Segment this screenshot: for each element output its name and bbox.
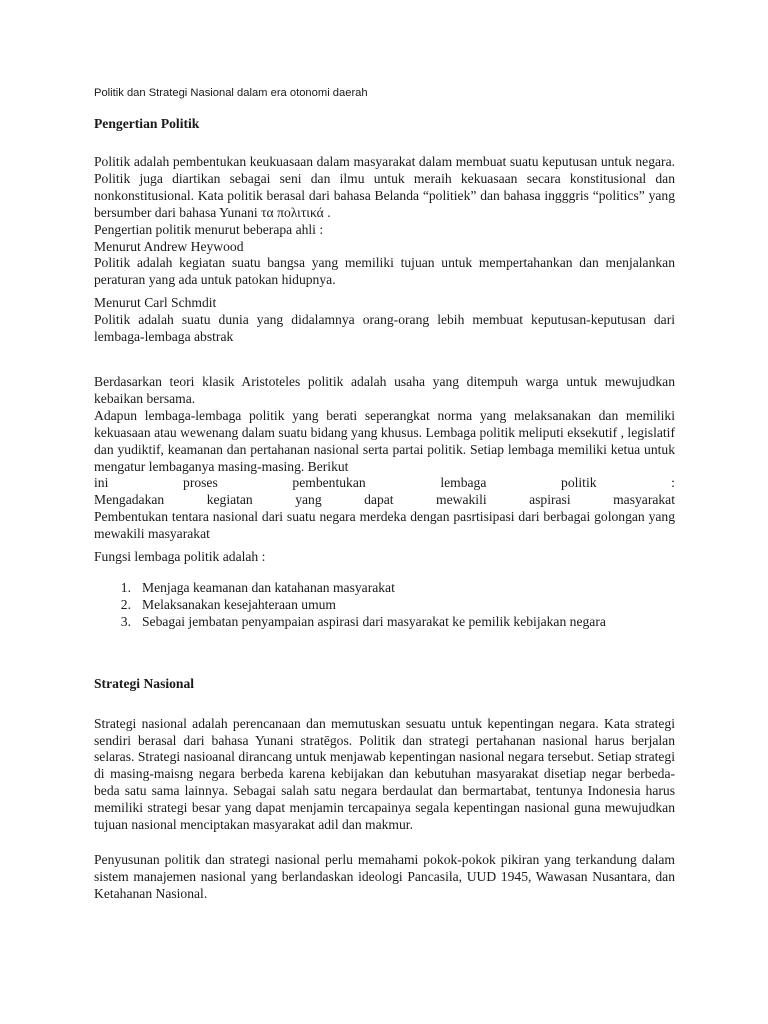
list-item: 1. Menjaga keamanan dan katahanan masyarakat [120,579,395,595]
list-item: 3. Sebagai jembatan penyampaian aspirasi dari masyarakat ke pemilik kebijakan negara [120,613,606,629]
paragraph-strategi-definition: Strategi nasional adalah perencanaan dan memutuskan sesuatu untuk kepentingan negara. Kata strategi sendiri berasal dari bahasa Yunani stratēgos. Politik dan strategi pertahanan nasional harus berjalan selaras. Strategi nasioanal dirancang untuk menjawab kepentingan nasional negara tersebut. Setiap strategi di masing-maisng negara berbeda karena kebijakan dan kebutuhan masyarakat disetiap negar berbeda-beda satu sama lainnya. Sebagai salah satu negara berdaulat dan bermartabat, tentunya Indonesia harus memiliki strategi besar yang dapat menjamin tercapainya segala kepentingan nasional guna mewujudkan tujuan nasional menciptakan masyarakat adil dan makmur. [94,715,675,833]
section-heading-pengertian-politik: Pengertian Politik [94,116,200,131]
paragraph-heywood: Politik adalah kegiatan suatu bangsa yang memiliki tujuan untuk mempertahankan dan menjalankan peraturan yang ada untuk patokan hidupnya. [94,255,675,288]
fungsi-list [94,580,675,631]
paragraph-definition: Politik adalah pembentukan keukuasaan dalam masyarakat dalam membuat suatu keputusan untuk negara. Politik juga diartikan sebagai seni dan ilmu untuk meraih kekuasaan secara konstitusional dan nonkonstitusional. Kata politik berasal dari bahasa Belanda “politiek” dan bahasa ingggris “politics” yang bersumber dari bahasa Yunani τα πολιτικά . [94,154,675,220]
list-item: 2. Melaksanakan kesejahteraan umum [120,596,337,612]
paragraph-lembaga: Adapun lembaga-lembaga politik yang berati seperangkat norma yang melaksanakan dan memiliki kekuasaan atau wewenang dalam suatu bidang yang khusus. Lembaga politik meliputi eksekutif , legislatif dan yudiktif, keamanan dan pertahanan nasional serta partai politik. Setiap lembaga memiliki ketua untuk mengatur lembaganya masing-masing. Berikut [94,407,675,474]
section-heading-strategi-nasional: Strategi Nasional [94,675,195,691]
document-page [94,86,675,903]
paragraph-schmdit: Politik adalah suatu dunia yang didalamnya orang-orang lebih membuat keputusan-keputusan dari lembaga-lembaga abstrak [94,312,675,345]
document-title: Politik dan Strategi Nasional dalam era otonomi daerah [94,87,368,99]
paragraph-pembentukan-tentara: Pembentukan tentara nasional dari suatu negara merdeka dengan pasrtisipasi dari berbagai golongan yang mewakili masyarakat [94,509,675,542]
paragraph-experts-intro: Pengertian politik menurut beberapa ahli : [94,221,324,237]
expert-name-heywood: Menurut Andrew Heywood [94,238,244,254]
line-mengadakan-kegiatan: Mengadakan kegiatan yang dapat mewakili aspirasi masyarakat [94,492,675,508]
paragraph-aristoteles: Berdasarkan teori klasik Aristoteles politik adalah usaha yang ditempuh warga untuk mewujudkan kebaikan bersama. [94,373,675,406]
paragraph-penyusunan: Penyusunan politik dan strategi nasional perlu memahami pokok-pokok pikiran yang terkandung dalam sistem manajemen nasional yang berlandaskan ideologi Pancasila, UUD 1945, Wawasan Nusantara, dan Ketahanan Nasional. [94,852,675,901]
section-strategi-nasional [94,675,675,903]
paragraph-fungsi-intro: Fungsi lembaga politik adalah : [94,549,266,565]
expert-name-schmdit: Menurut Carl Schmdit [94,295,217,311]
line-proses-pembentukan: ini proses pembentukan lembaga politik : [94,475,675,491]
